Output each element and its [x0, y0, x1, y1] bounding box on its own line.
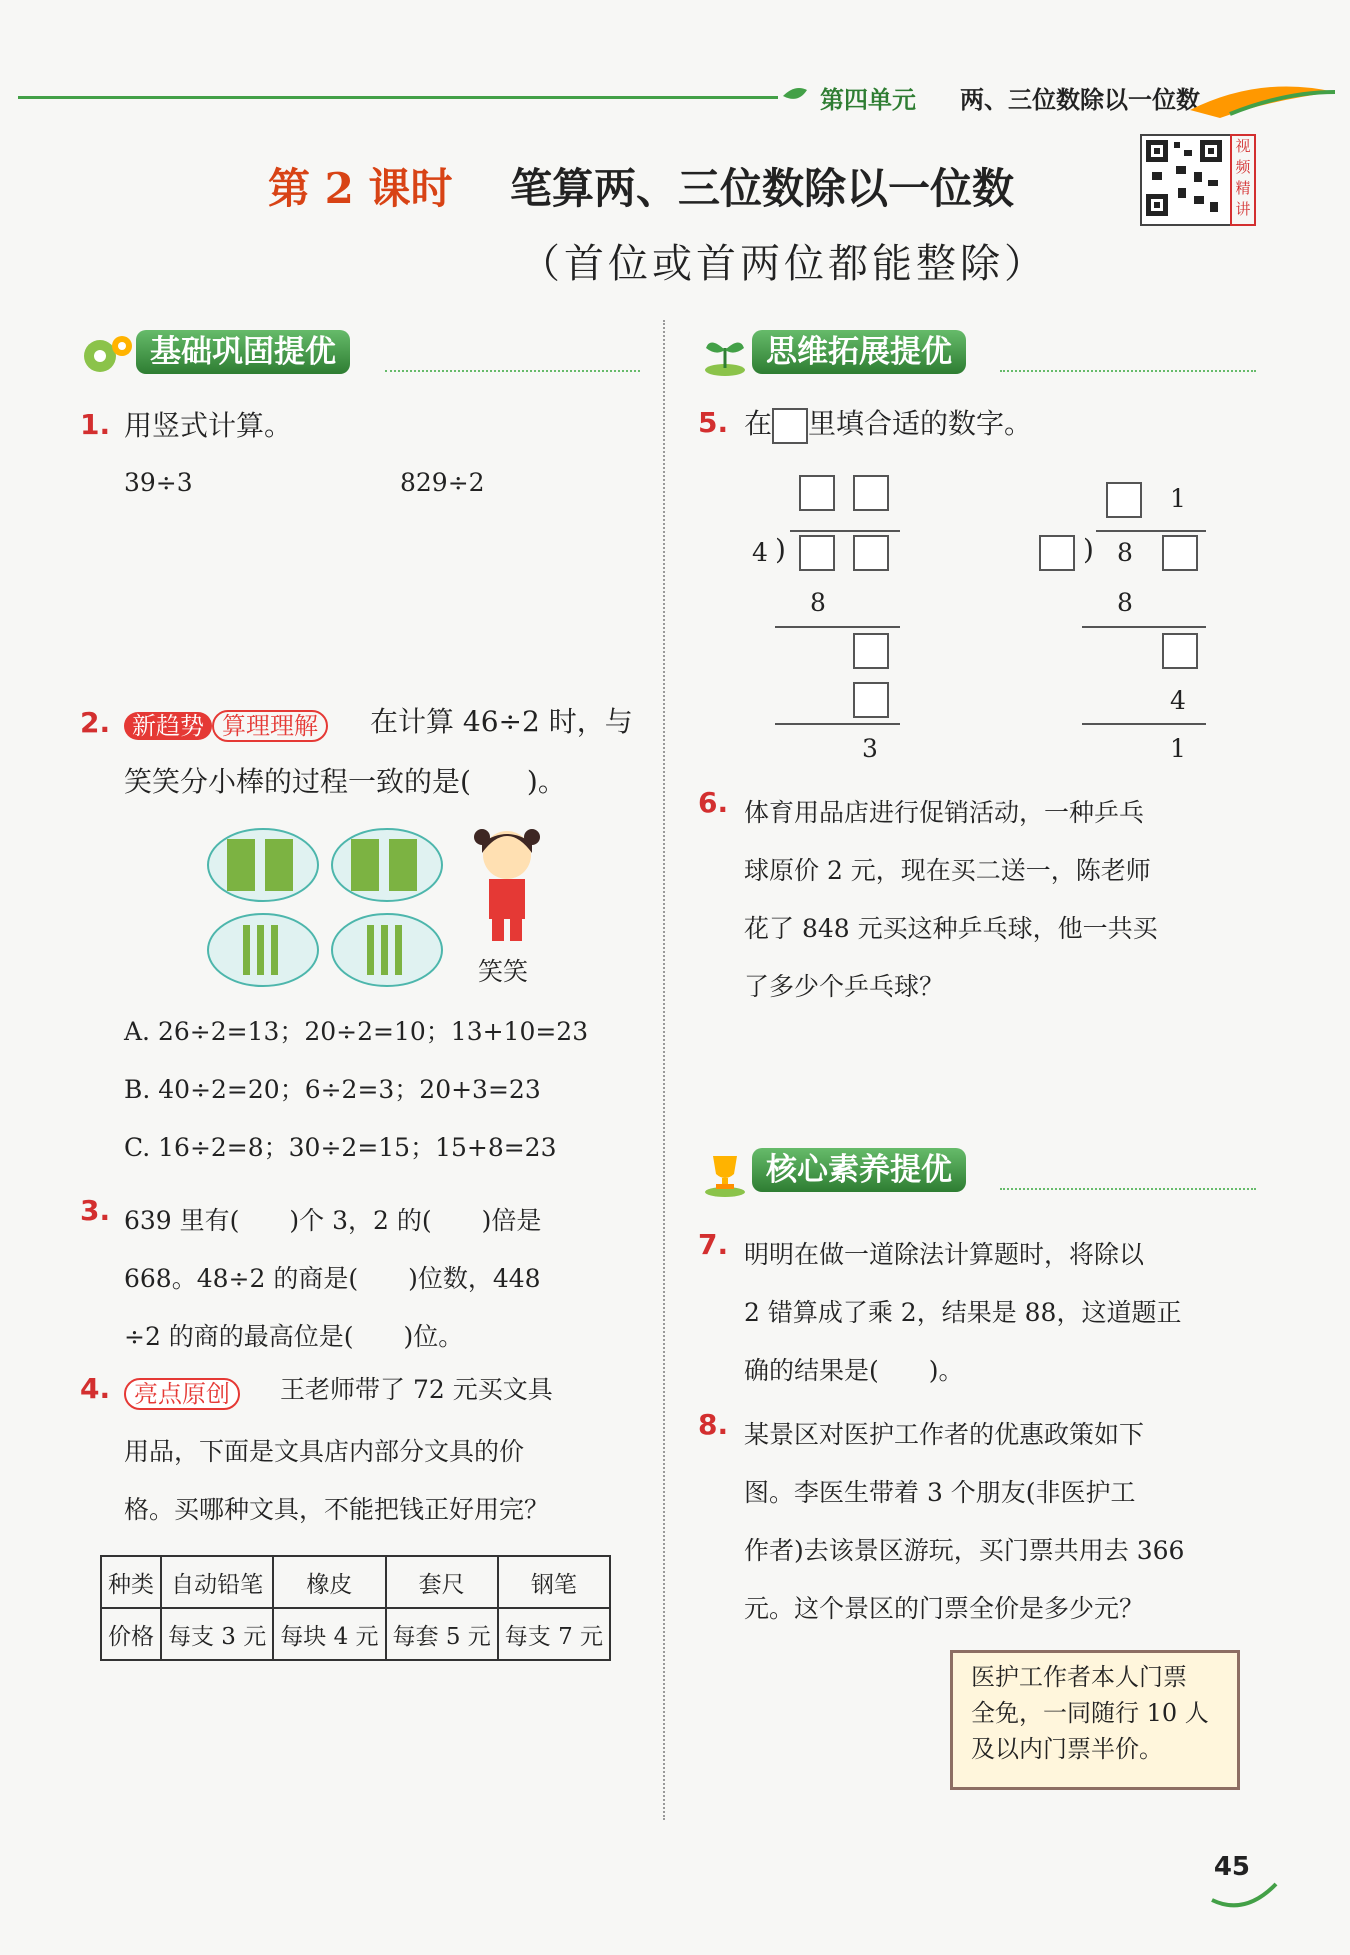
swoosh-icon: [1190, 80, 1340, 124]
table-cell: 每套 5 元: [386, 1608, 498, 1660]
q7-line: 确的结果是( )。: [744, 1356, 964, 1385]
quotient-1: 1: [1170, 484, 1186, 513]
blank-box[interactable]: [853, 535, 889, 571]
q4-badge: [124, 1374, 240, 1409]
section-thinking: 思维拓展提优: [752, 330, 966, 374]
unit-label: 第四单元: [820, 85, 916, 114]
blank-box[interactable]: [853, 682, 889, 718]
division-bar: [1096, 530, 1206, 532]
header-rule: [18, 96, 778, 99]
table-cell: 价格: [101, 1608, 161, 1660]
unit-title: 两、三位数除以一位数: [960, 86, 1200, 114]
price-table: [100, 1555, 611, 1661]
subtract-line: [1082, 626, 1206, 628]
table-cell: 每块 4 元: [273, 1608, 385, 1660]
q2-text1: 在计算 46÷2 时，与: [370, 705, 633, 738]
blank-box[interactable]: [799, 475, 835, 511]
qr-label: 视频精讲: [1230, 134, 1256, 226]
q5-text-a: 在: [744, 407, 773, 440]
q2-option-b[interactable]: B. 40÷2=20；6÷2=3；20+3=23: [124, 1075, 541, 1104]
subtract-line: [775, 723, 900, 725]
q4-line: 格。买哪种文具，不能把钱正好用完？: [124, 1495, 550, 1524]
q1-expr1: 39÷3: [124, 468, 193, 497]
blank-box[interactable]: [799, 535, 835, 571]
note-line: 医护工作者本人门票: [971, 1663, 1187, 1691]
lesson-subtitle: （首位或首两位都能整除）: [520, 241, 1048, 287]
original-badge: 亮点原创: [124, 1378, 240, 1410]
division-bracket: ): [1083, 533, 1094, 566]
lesson-number: 第 2 课时: [268, 164, 453, 213]
table-cell: 种类: [101, 1556, 161, 1608]
q6-line: 体育用品店进行促销活动，一种乒乓: [744, 798, 1145, 827]
product-8: 8: [1117, 588, 1133, 617]
q8-body: [744, 1406, 1184, 1638]
q2-option-a[interactable]: A. 26÷2=13；20÷2=10；13+10=23: [124, 1017, 589, 1046]
qr-pattern-icon: [1142, 136, 1226, 220]
trophy-icon: [700, 1148, 750, 1202]
remainder-3: 3: [862, 734, 878, 763]
q7-number: 7.: [698, 1228, 729, 1261]
q3-line: 639 里有( )个 3，2 的( )倍是: [124, 1206, 542, 1235]
subtract-line: [1082, 723, 1206, 725]
table-cell: 每支 3 元: [161, 1608, 273, 1660]
blank-box[interactable]: [853, 633, 889, 669]
q4-number: 4.: [80, 1372, 111, 1405]
section-rule: [1000, 370, 1256, 372]
qr-code[interactable]: [1140, 134, 1232, 226]
table-cell: 每支 7 元: [498, 1608, 610, 1660]
sample-box: [772, 408, 808, 444]
section-core: 核心素养提优: [752, 1148, 966, 1192]
page-number: 45: [1213, 1852, 1250, 1882]
q1-text: 用竖式计算。: [124, 409, 293, 442]
trend-badge: 新趋势: [124, 712, 212, 740]
blank-box[interactable]: [1162, 535, 1198, 571]
q3-line: ÷2 的商的最高位是( )位。: [124, 1322, 464, 1351]
q6-line: 球原价 2 元，现在买二送一，陈老师: [744, 856, 1151, 885]
q6-body: [744, 784, 1158, 1016]
blank-box[interactable]: [1106, 482, 1142, 518]
reasoning-badge: 算理理解: [212, 710, 328, 742]
section-rule: [385, 370, 640, 372]
product-8: 8: [810, 588, 826, 617]
sticks-illustration: [205, 825, 455, 999]
girl-icon: [462, 825, 552, 949]
q4-line: 王老师带了 72 元买文具: [280, 1375, 553, 1404]
q4-line: 用品，下面是文具店内部分文具的价: [124, 1437, 525, 1466]
q8-line: 图。李医生带着 3 个朋友(非医护工: [744, 1478, 1136, 1507]
lesson-title: 笔算两、三位数除以一位数: [510, 164, 1015, 213]
subtract-line: [775, 626, 900, 628]
q8-line: 元。这个景区的门票全价是多少元？: [744, 1594, 1145, 1623]
q2-option-c[interactable]: C. 16÷2=8；30÷2=15；15+8=23: [124, 1133, 557, 1162]
table-cell: 橡皮: [273, 1556, 385, 1608]
q6-line: 花了 848 元买这种乒乓球，他一共买: [744, 914, 1158, 943]
q2-badges: [124, 706, 328, 741]
table-cell: 自动铅笔: [161, 1556, 273, 1608]
q3-line: 668。48÷2 的商是( )位数，448: [124, 1264, 541, 1293]
q8-line: 作者)去该景区游玩，买门票共用去 366: [744, 1536, 1185, 1565]
q5-number: 5.: [698, 406, 729, 439]
blank-box[interactable]: [853, 475, 889, 511]
q5-text-b: 里填合适的数字。: [808, 407, 1033, 440]
policy-note: [950, 1650, 1240, 1790]
dividend-8: 8: [1117, 538, 1133, 567]
q6-line: 了多少个乒乓球？: [744, 972, 945, 1001]
gears-icon: [80, 330, 136, 382]
table-row: [101, 1608, 610, 1660]
q2-text2: 笑笑分小棒的过程一致的是( )。: [124, 765, 566, 798]
q5-text: [744, 404, 1032, 444]
q2-number: 2.: [80, 706, 111, 739]
q3-body: [124, 1192, 541, 1366]
q7-line: 2 错算成了乘 2，结果是 88，这道题正: [744, 1298, 1182, 1327]
q7-line: 明明在做一道除法计算题时，将除以: [744, 1240, 1145, 1269]
leaf-icon: [780, 84, 810, 112]
q6-number: 6.: [698, 786, 729, 819]
sprout-icon: [700, 330, 750, 382]
note-line: 及以内门票半价。: [971, 1735, 1163, 1763]
divisor-box[interactable]: [1039, 535, 1075, 571]
section-rule: [1000, 1188, 1256, 1190]
divisor-4: 4: [752, 538, 768, 567]
section-basic: 基础巩固提优: [136, 330, 350, 374]
table-cell: 套尺: [386, 1556, 498, 1608]
division-bracket: ): [775, 533, 786, 566]
q7-body: [744, 1226, 1181, 1400]
q8-line: 某景区对医护工作者的优惠政策如下: [744, 1420, 1145, 1449]
girl-name: 笑笑: [478, 957, 529, 986]
q1-number: 1.: [80, 408, 111, 441]
column-divider: [663, 320, 665, 1820]
table-cell: 钢笔: [498, 1556, 610, 1608]
division-bar: [790, 530, 900, 532]
page-swoosh-icon: [1210, 1880, 1280, 1914]
remainder-1: 1: [1170, 734, 1186, 763]
q3-number: 3.: [80, 1194, 111, 1227]
note-line: 全免，一同随行 10 人: [971, 1699, 1209, 1727]
blank-box[interactable]: [1162, 633, 1198, 669]
product-4: 4: [1170, 686, 1186, 715]
q8-number: 8.: [698, 1408, 729, 1441]
table-row: [101, 1556, 610, 1608]
q1-expr2: 829÷2: [400, 468, 485, 497]
